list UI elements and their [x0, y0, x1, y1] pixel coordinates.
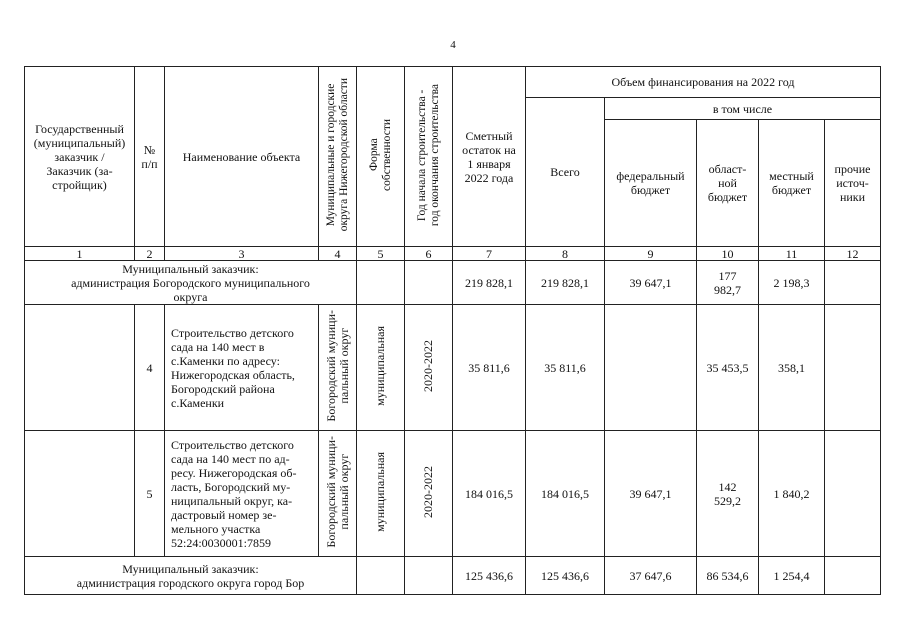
- column-number: 9: [605, 247, 697, 261]
- customer-cell: [25, 431, 135, 557]
- regional-cell: 35 453,5: [697, 305, 759, 431]
- column-number: 10: [697, 247, 759, 261]
- other-cell: [825, 305, 881, 431]
- regional-cell: 86 534,6: [697, 557, 759, 595]
- years-text: 2020-2022: [421, 340, 435, 392]
- customer-name: Муниципальный заказчик: администрация городского округа город Бор: [25, 557, 357, 595]
- column-number: 1: [25, 247, 135, 261]
- balance-cell: 219 828,1: [453, 261, 526, 305]
- table-row: [25, 305, 881, 431]
- table-row: [25, 431, 881, 557]
- customer-name: Муниципальный заказчик: администрация Богородского муниципального округа: [25, 261, 357, 305]
- local-cell: 1 840,2: [759, 431, 825, 557]
- years-cell: [405, 431, 453, 557]
- column-number: 8: [526, 247, 605, 261]
- other-cell: [825, 431, 881, 557]
- customer-cell: [25, 305, 135, 431]
- column-number: 6: [405, 247, 453, 261]
- federal-cell: 39 647,1: [605, 261, 697, 305]
- header-including: в том числе: [605, 98, 881, 120]
- column-number: 11: [759, 247, 825, 261]
- ownership-cell: [357, 305, 405, 431]
- years-text: 2020-2022: [421, 466, 435, 518]
- empty-cell: [405, 557, 453, 595]
- column-number: 3: [165, 247, 319, 261]
- header-customer: Государственный (муниципальный) заказчик / Заказчик (за- стройщик): [25, 67, 135, 247]
- column-numbers-row: [25, 247, 881, 261]
- header-municipality-cell: [319, 67, 357, 247]
- municipality-text: Богородский муници- пальный округ: [323, 436, 351, 548]
- row-number: 4: [135, 305, 165, 431]
- column-number: 4: [319, 247, 357, 261]
- header-municipality: Муниципальные и городские округа Нижегородской области: [324, 78, 350, 232]
- total-cell: 219 828,1: [526, 261, 605, 305]
- local-cell: 1 254,4: [759, 557, 825, 595]
- header-years: Год начала строительства - год окончания строительства: [415, 83, 441, 227]
- column-number: 12: [825, 247, 881, 261]
- total-cell: 125 436,6: [526, 557, 605, 595]
- regional-cell: 142 529,2: [697, 431, 759, 557]
- ownership-cell: [357, 431, 405, 557]
- customer-group-row: [25, 557, 881, 595]
- ownership-text: муниципальная: [373, 452, 387, 532]
- federal-cell: 37 647,6: [605, 557, 697, 595]
- empty-cell: [405, 261, 453, 305]
- local-cell: 358,1: [759, 305, 825, 431]
- municipality-cell: [319, 431, 357, 557]
- column-number: 2: [135, 247, 165, 261]
- header-object-name: Наименование объекта: [165, 67, 319, 247]
- column-number: 5: [357, 247, 405, 261]
- ownership-text: муниципальная: [373, 326, 387, 406]
- object-name: Строительство детского сада на 140 мест в с.Каменки по адресу: Нижегородская область, Богородский района с.Каменки: [165, 305, 319, 431]
- header-regional: област- ной бюджет: [697, 120, 759, 247]
- federal-cell: 39 647,1: [605, 431, 697, 557]
- empty-cell: [357, 261, 405, 305]
- object-name: Строительство детского сада на 140 мест по ад- ресу. Нижегородская об- ласть, Богородский му- ниципальный округ, ка- дастровый номер зе- мельного участка 52:24:0030001:7859: [165, 431, 319, 557]
- header-local: местный бюджет: [759, 120, 825, 247]
- empty-cell: [357, 557, 405, 595]
- total-cell: 35 811,6: [526, 305, 605, 431]
- balance-cell: 35 811,6: [453, 305, 526, 431]
- total-cell: 184 016,5: [526, 431, 605, 557]
- header-years-cell: [405, 67, 453, 247]
- header-ownership: Форма собственности: [367, 119, 393, 191]
- local-cell: 2 198,3: [759, 261, 825, 305]
- balance-cell: 125 436,6: [453, 557, 526, 595]
- financing-table: [24, 66, 881, 595]
- header-other: прочие источ- ники: [825, 120, 881, 247]
- municipality-cell: [319, 305, 357, 431]
- other-cell: [825, 261, 881, 305]
- balance-cell: 184 016,5: [453, 431, 526, 557]
- municipality-text: Богородский муници- пальный округ: [323, 310, 351, 422]
- other-cell: [825, 557, 881, 595]
- federal-cell: [605, 305, 697, 431]
- row-number: 5: [135, 431, 165, 557]
- header-federal: федеральный бюджет: [605, 120, 697, 247]
- customer-group-row: [25, 261, 881, 305]
- page-number: 4: [450, 39, 456, 51]
- column-number: 7: [453, 247, 526, 261]
- header-total: Всего: [526, 98, 605, 247]
- header-funding-group: Объем финансирования на 2022 год: [526, 67, 881, 98]
- header-balance: Сметный остаток на 1 января 2022 года: [453, 67, 526, 247]
- header-row-number: № п/п: [135, 67, 165, 247]
- years-cell: [405, 305, 453, 431]
- regional-cell: 177 982,7: [697, 261, 759, 305]
- header-ownership-cell: [357, 67, 405, 247]
